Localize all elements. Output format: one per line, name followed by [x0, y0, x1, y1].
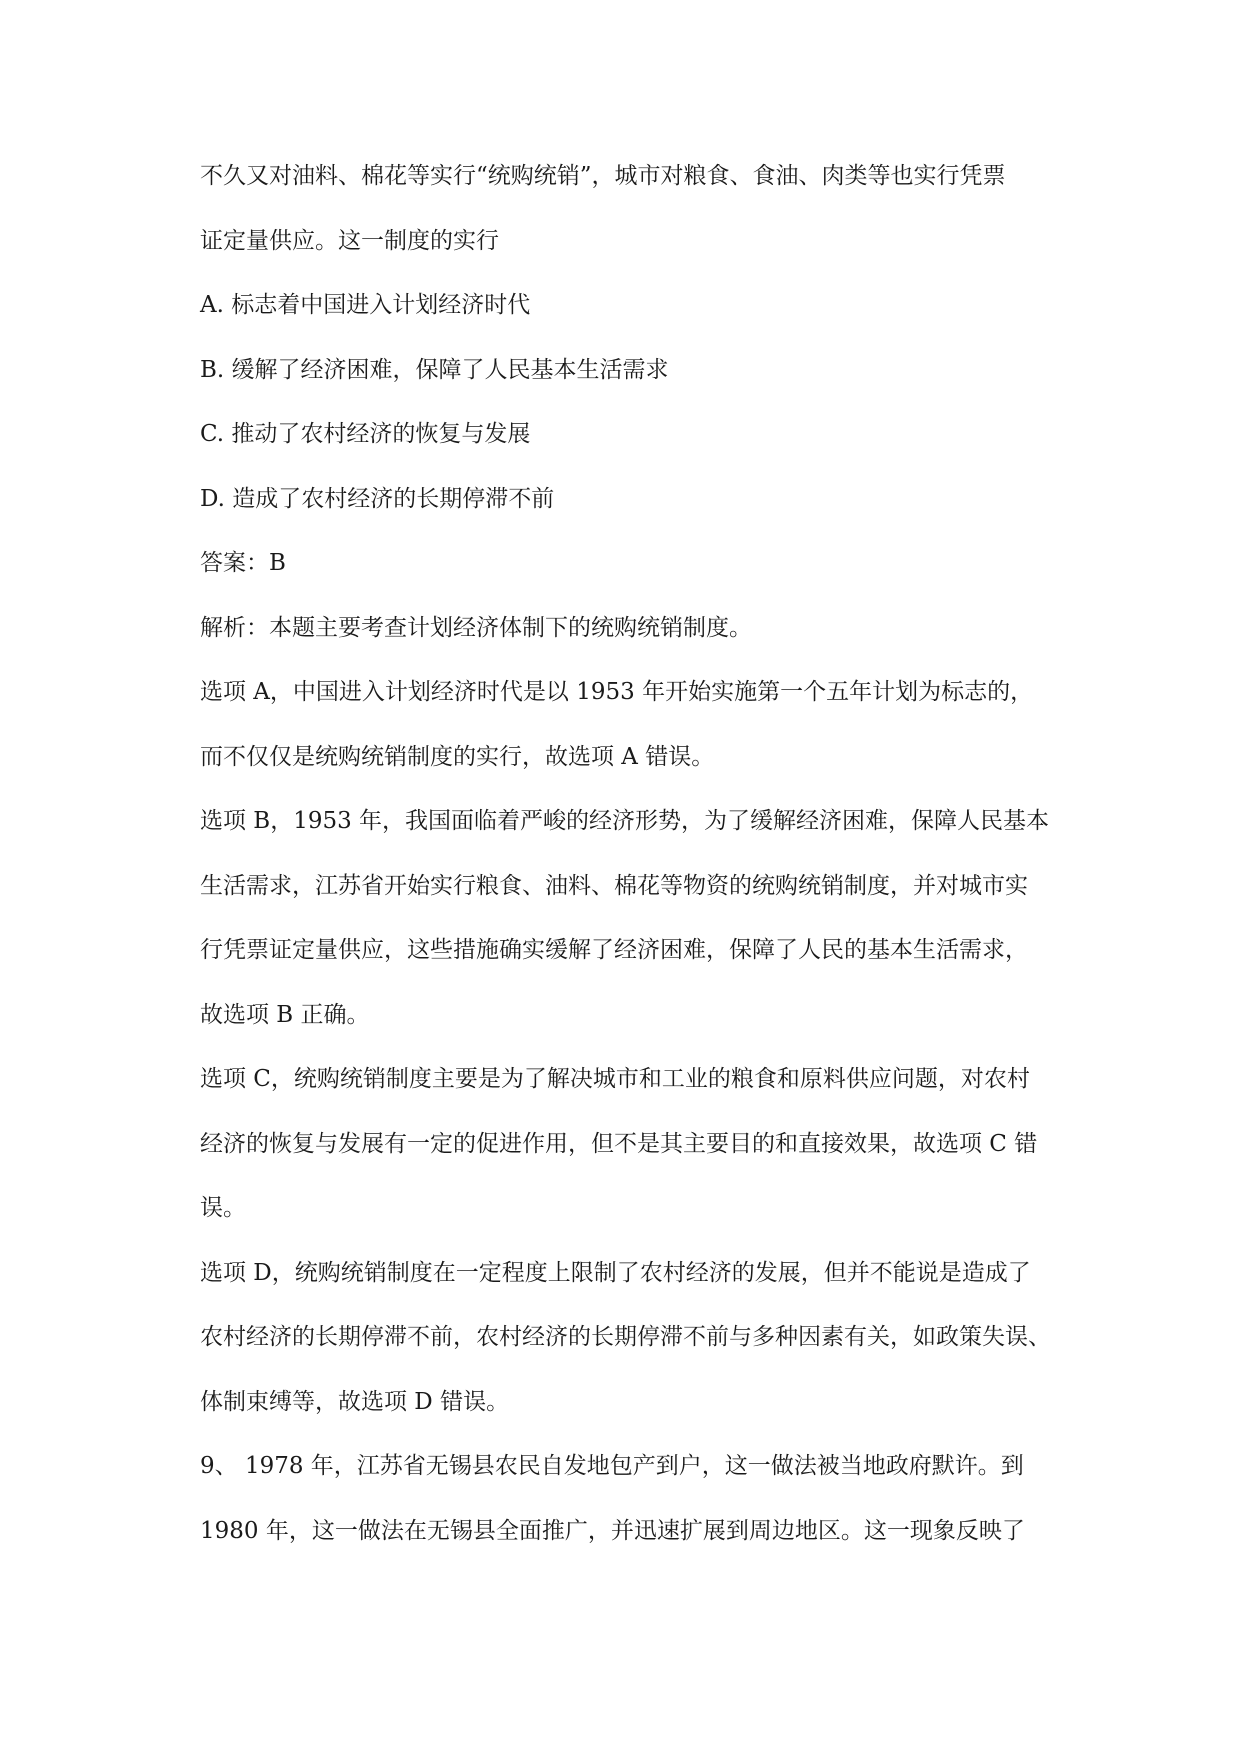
- analysis-d-line-3: 体制束缚等，故选项 D 错误。: [200, 1388, 510, 1415]
- analysis-c-line-2: 经济的恢复与发展有一定的促进作用，但不是其主要目的和直接效果，故选项 C 错: [200, 1130, 1038, 1157]
- analysis-b-line-3: 行凭票证定量供应，这些措施确实缓解了经济困难，保障了人民的基本生活需求，: [200, 937, 1028, 963]
- analysis-b-line-2: 生活需求，江苏省开始实行粮食、油料、棉花等物资的统购统销制度，并对城市实: [200, 872, 1028, 899]
- analysis-c-line-3: 误。: [200, 1195, 246, 1221]
- analysis-d-line-2: 农村经济的长期停滞不前，农村经济的长期停滞不前与多种因素有关，如政策失误、: [200, 1324, 1051, 1350]
- question-continuation-line-1: 不久又对油料、棉花等实行“统购统销”，城市对粮食、食油、肉类等也实行凭票: [200, 163, 1006, 189]
- analysis-intro: 解析：本题主要考查计划经济体制下的统购统销制度。: [200, 614, 752, 641]
- analysis-b-line-4: 故选项 B 正确。: [200, 1001, 370, 1028]
- analysis-c-line-1: 选项 C，统购统销制度主要是为了解决城市和工业的粮食和原料供应问题，对农村: [200, 1066, 1030, 1092]
- analysis-a-line-2: 而不仅仅是统购统销制度的实行，故选项 A 错误。: [200, 743, 715, 770]
- analysis-d-line-1: 选项 D，统购统销制度在一定程度上限制了农村经济的发展，但并不能说是造成了: [200, 1259, 1031, 1286]
- question-continuation-line-2: 证定量供应。这一制度的实行: [200, 227, 499, 254]
- answer-line: 答案：B: [200, 550, 286, 576]
- analysis-b-line-1: 选项 B，1953 年，我国面临着严峻的经济形势，为了缓解经济困难，保障人民基本: [200, 808, 1050, 834]
- analysis-a-line-1: 选项 A，中国进入计划经济时代是以 1953 年开始实施第一个五年计划为标志的，: [200, 679, 1034, 705]
- option-b: B. 缓解了经济困难，保障了人民基本生活需求: [200, 356, 669, 383]
- question-9-line-2: 1980 年，这一做法在无锡县全面推广，并迅速扩展到周边地区。这一现象反映了: [200, 1517, 1025, 1544]
- document-body: [200, 144, 1100, 1563]
- option-a: A. 标志着中国进入计划经济时代: [200, 292, 531, 318]
- option-c: C. 推动了农村经济的恢复与发展: [200, 421, 531, 447]
- question-9-line-1: 9、 1978 年，江苏省无锡县农民自发地包产到户，这一做法被当地政府默许。到: [200, 1453, 1024, 1479]
- option-d: D. 造成了农村经济的长期停滞不前: [200, 485, 555, 512]
